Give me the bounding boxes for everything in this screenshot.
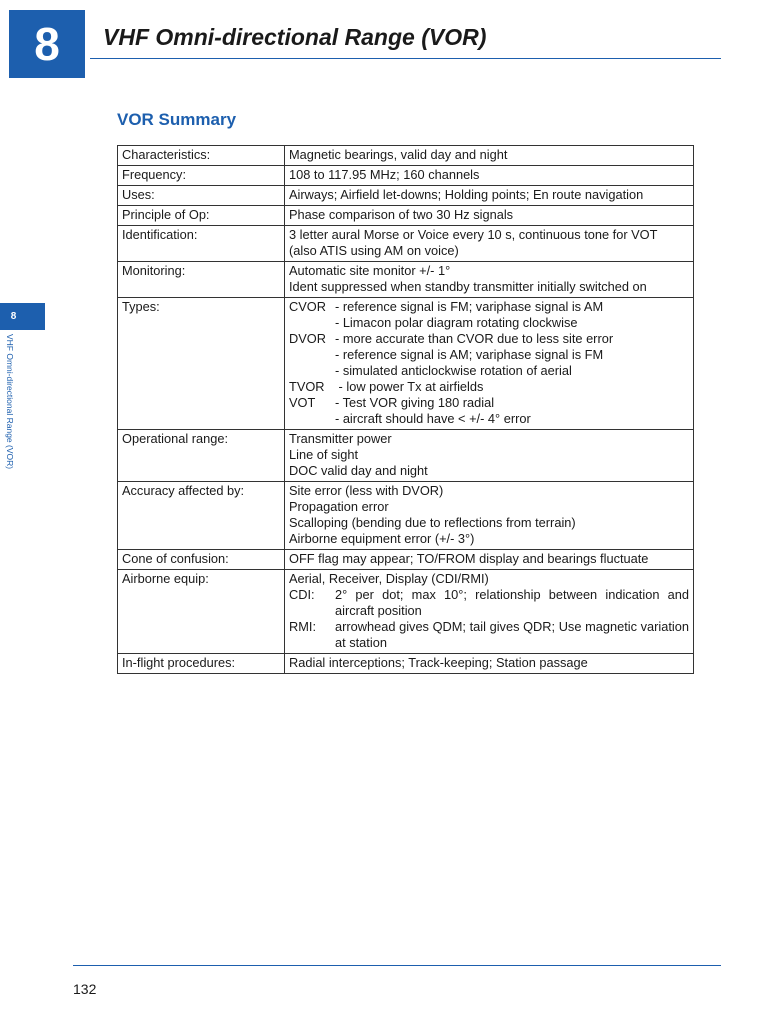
value-line: Ident suppressed when standby transmitter initially switched on (289, 279, 647, 294)
row-value (285, 226, 694, 262)
value-line: 108 to 117.95 MHz; 160 channels (289, 167, 480, 182)
table-row (118, 654, 694, 674)
value-line: Line of sight (289, 447, 359, 462)
value-line: DOC valid day and night (289, 463, 428, 478)
table-row (118, 206, 694, 226)
value-line: Aerial, Receiver, Display (CDI/RMI) (289, 571, 489, 586)
table-row (118, 262, 694, 298)
sub-entry-line: - reference signal is FM; variphase signal is AM (335, 299, 604, 314)
row-value (285, 550, 694, 570)
row-label: Accuracy affected by: (118, 482, 285, 550)
sub-entry (289, 331, 689, 379)
footer-divider (73, 965, 721, 966)
sub-entry-line: - Limacon polar diagram rotating clockwise (335, 315, 578, 330)
row-label: Uses: (118, 186, 285, 206)
chapter-number-badge (9, 10, 85, 78)
sub-entry-line: - reference signal is AM; variphase signal is FM (335, 347, 604, 362)
table-row (118, 482, 694, 550)
row-label: Frequency: (118, 166, 285, 186)
sub-entry-value (335, 379, 689, 395)
sub-entry-line: - more accurate than CVOR due to less site error (335, 331, 614, 346)
sub-entry-value (335, 299, 689, 331)
sub-entry (289, 379, 689, 395)
value-line: Airways; Airfield let-downs; Holding points; En route navigation (289, 187, 644, 202)
row-label: Operational range: (118, 430, 285, 482)
row-label: In-flight procedures: (118, 654, 285, 674)
sub-entry-value (335, 395, 689, 427)
value-line: OFF flag may appear; TO/FROM display and bearings fluctuate (289, 551, 649, 566)
value-line: (also ATIS using AM on voice) (289, 243, 459, 258)
table-row (118, 430, 694, 482)
value-line: Transmitter power (289, 431, 392, 446)
chapter-title: VHF Omni-directional Range (VOR) (103, 24, 487, 50)
row-label: Characteristics: (118, 146, 285, 166)
row-value (285, 654, 694, 674)
value-line: Site error (less with DVOR) (289, 483, 444, 498)
sub-entry (289, 395, 689, 427)
row-value (285, 166, 694, 186)
section-title: VOR Summary (117, 110, 237, 129)
sub-entry (289, 299, 689, 331)
vor-summary-table (117, 145, 694, 674)
table-row (118, 166, 694, 186)
row-value (285, 570, 694, 654)
value-line: Propagation error (289, 499, 389, 514)
header-divider (90, 58, 721, 59)
sub-entry-key: TVOR (289, 379, 325, 394)
row-value (285, 430, 694, 482)
page-number: 132 (73, 981, 97, 997)
sub-entry-key: CVOR (289, 299, 326, 314)
sub-entry-key: RMI: (289, 619, 317, 634)
value-line: Airborne equipment error (+/- 3°) (289, 531, 475, 546)
sub-entry-key: CDI: (289, 587, 315, 602)
row-label: Types: (118, 298, 285, 430)
chapter-number: 8 (34, 18, 60, 70)
table-row (118, 146, 694, 166)
row-label: Monitoring: (118, 262, 285, 298)
sub-entry (289, 619, 689, 651)
row-value (285, 298, 694, 430)
row-label: Airborne equip: (118, 570, 285, 654)
value-line: Scalloping (bending due to reflections from terrain) (289, 515, 576, 530)
side-chapter-tab (0, 303, 45, 330)
sub-entry-key: DVOR (289, 331, 326, 346)
row-value (285, 146, 694, 166)
value-line: Automatic site monitor +/- 1° (289, 263, 451, 278)
row-label: Principle of Op: (118, 206, 285, 226)
sub-entry-line: - Test VOR giving 180 radial (335, 395, 495, 410)
table-row (118, 570, 694, 654)
sub-entry-key: VOT (289, 395, 316, 410)
sub-entry-value: 2° per dot; max 10°; relationship between indication and aircraft position (335, 587, 689, 618)
row-value (285, 206, 694, 226)
value-line: Magnetic bearings, valid day and night (289, 147, 508, 162)
value-line: 3 letter aural Morse or Voice every 10 s, continuous tone for VOT (289, 227, 658, 242)
sub-entry (289, 587, 689, 619)
sub-entry-line: - aircraft should have < +/- 4° error (335, 411, 531, 426)
sub-entry-value: arrowhead gives QDM; tail gives QDR; Use magnetic variation at station (335, 619, 689, 650)
sub-entry-value (335, 331, 689, 379)
value-line: Radial interceptions; Track-keeping; Station passage (289, 655, 588, 670)
row-value (285, 186, 694, 206)
side-chapter-label: VHF Omni-directional Range (VOR) (5, 334, 15, 470)
row-label: Cone of confusion: (118, 550, 285, 570)
row-value (285, 482, 694, 550)
table-row (118, 226, 694, 262)
sub-entry-line: - low power Tx at airfields (335, 379, 484, 394)
side-tab-number: 8 (10, 311, 17, 322)
row-label: Identification: (118, 226, 285, 262)
table-row (118, 550, 694, 570)
table-row (118, 298, 694, 430)
table-row (118, 186, 694, 206)
row-value (285, 262, 694, 298)
value-line: Phase comparison of two 30 Hz signals (289, 207, 514, 222)
sub-entry-line: - simulated anticlockwise rotation of aerial (335, 363, 572, 378)
